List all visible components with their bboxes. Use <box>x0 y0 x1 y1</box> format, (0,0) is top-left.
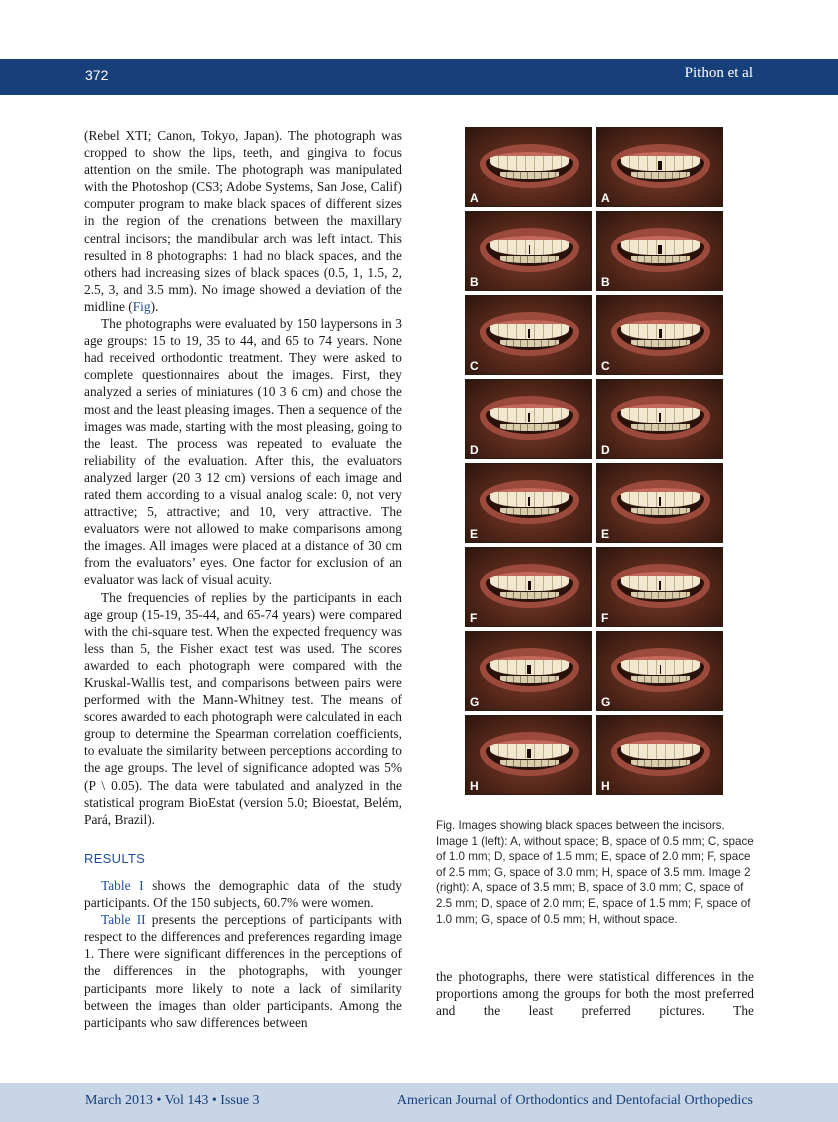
panel-label: H <box>470 779 479 793</box>
smile-photo-left <box>465 379 592 459</box>
lower-teeth <box>631 676 690 683</box>
right-column-text: the photographs, there were statistical differences in the proportions among the groups for both the most preferred and the least preferred pictures. The <box>436 969 754 1019</box>
black-space <box>659 497 661 506</box>
paragraph-methods-2: The photographs were evaluated by 150 laypersons in 3 age groups: 15 to 19, 35 to 44, and 65 to 74 years. None had received orthodontic treatment. They were asked to complete questionnaires about the images. First, they analyzed a series of miniatures (10 3 6 cm) and chose the most and the least pleasing images. Then a sequence of the images was made, starting with the most pleasing, going to the least. The process was repeated to evaluate the reliability of the evaluation. After this, the evaluators analyzed larger (20 3 12 cm) versions of each image and rated them according to a visual analog scale: 0, not very attractive; 5, attractive; and 10, very attractive. The evaluators were not allowed to make comparisons among the images. All images were placed at a distance of 30 cm from the evaluators’ eyes. One factor for exclusion of an evaluator was lack of visual acuity. <box>84 316 402 588</box>
smile-photo-right <box>596 295 723 375</box>
smile-photo-left <box>465 127 592 207</box>
lower-teeth <box>500 172 559 179</box>
smile-photo-right <box>596 547 723 627</box>
smile-photo-right <box>596 463 723 543</box>
page-footer <box>0 1083 838 1122</box>
paragraph-methods-1: (Rebel XTI; Canon, Tokyo, Japan). The photograph was cropped to show the lips, teeth, and gingiva to focus attention on the smile. The photograph was manipulated with the Photoshop (CS3; Adobe Systems, San Jose, Calif) computer program to make black spaces of different sizes in the region of the crenations between the maxillary central incisors; the mandibular arch was left intact. This resulted in 8 photographs: 1 had no black spaces, and the others had increasing sizes of black spaces (0.5, 1, 1.5, 2, 2.5, 3, and 3.5 mm). No image showed a deviation of the midline (Fig). <box>84 128 402 314</box>
black-space <box>529 245 530 254</box>
journal-name: American Journal of Orthodontics and Dentofacial Orthopedics <box>396 1093 753 1108</box>
lower-teeth <box>500 592 559 599</box>
black-space <box>527 665 531 674</box>
paragraph-results-2: Table II presents the perceptions of participants with respect to the differences and preferences regarding image 1. There were significant differences in the perceptions of the differences in the photographs, with younger participants more likely to note a lack of similarity between the images than older participants. Among the participants who saw differences between <box>84 912 403 1030</box>
smile-photo-left <box>465 547 592 627</box>
panel-label: E <box>601 527 610 541</box>
lower-teeth <box>631 340 690 347</box>
panel-label: D <box>601 443 610 457</box>
panel-label: G <box>470 695 480 709</box>
running-head: Pithon et al <box>684 65 753 81</box>
panel-label: B <box>470 275 479 289</box>
panel-label: F <box>470 611 478 625</box>
page-number: 372 <box>85 67 109 83</box>
smile-photo-left <box>465 715 592 795</box>
figure-caption: Fig. Images showing black spaces between the incisors. Image 1 (left): A, without space; B, space of 0.5 mm; C, space of 1.0 mm; D, space of 1.5 mm; E, space of 2.0 mm; F, space of 2.5 mm; G, space of 3.0 mm; H, space of 3.5 mm. Image 2 (right): A, space of 3.5 mm; B, space of 3.0 mm; C, space of 2.5 mm; D, space of 2.0 mm; E, space of 1.5 mm; F, space of 1.0 mm; G, space of 0.5 mm; H, without space. <box>436 819 754 926</box>
black-space <box>658 161 662 170</box>
section-heading-results: RESULTS <box>84 850 146 866</box>
black-space <box>528 497 530 506</box>
smile-photo-left <box>465 295 592 375</box>
black-space <box>659 329 662 338</box>
smile-photo-grid <box>465 127 725 801</box>
panel-label: C <box>470 359 479 373</box>
smile-photo-left <box>465 211 592 291</box>
lower-teeth <box>500 508 559 515</box>
left-column <box>84 127 402 1031</box>
black-space <box>528 413 530 422</box>
panel-label: A <box>470 191 479 205</box>
page-header <box>0 59 838 95</box>
black-space <box>660 665 661 674</box>
panel-label: G <box>601 695 611 709</box>
upper-teeth <box>621 744 700 759</box>
smile-photo-right <box>596 631 723 711</box>
panel-label: F <box>601 611 609 625</box>
panel-label: C <box>601 359 610 373</box>
panel-label: H <box>601 779 610 793</box>
smile-photo-left <box>465 463 592 543</box>
panel-label: D <box>470 443 479 457</box>
panel-label: B <box>601 275 610 289</box>
lower-teeth <box>500 676 559 683</box>
smile-photo-left <box>465 631 592 711</box>
black-space <box>658 245 662 254</box>
black-space <box>528 329 529 338</box>
black-space <box>659 413 661 422</box>
lower-teeth <box>631 424 690 431</box>
upper-teeth <box>490 240 569 255</box>
figure-link[interactable]: Fig <box>132 298 151 314</box>
panel-label: A <box>601 191 610 205</box>
upper-teeth <box>621 660 700 675</box>
upper-teeth <box>490 156 569 171</box>
black-space <box>528 581 531 590</box>
paragraph-results-1: Table I shows the demographic data of the study participants. Of the 150 subjects, 60.7% were women. <box>84 877 402 911</box>
lower-teeth <box>500 760 559 767</box>
lower-teeth <box>631 256 690 263</box>
lower-teeth <box>500 340 559 347</box>
lower-teeth <box>631 172 690 179</box>
lower-teeth <box>500 256 559 263</box>
lower-teeth <box>631 760 690 767</box>
smile-photo-right <box>596 379 723 459</box>
paragraph-methods-3: The frequencies of replies by the participants in each age group (15-19, 35-44, and 65-74 years) were compared with the chi-square test. When the expected frequency was less than 5, the Fisher exact test was used. The scores awarded to each photograph were compared with the Kruskal-Wallis test, and comparisons between pairs were performed with the Mann-Whitney test. The means of scores awarded to each photograph were calculated in each group to determine the Spearman correlation coefficients, to evaluate the similarity between perceptions according to the age groups. The level of significance adopted was 5% (P \ 0.05). The data were tabulated and analyzed in the statistical program BioEstat (version 5.0; Bioestat, Belém, Pará, Brazil). <box>84 589 402 827</box>
panel-label: E <box>470 527 479 541</box>
table-2-link[interactable]: Table II <box>101 912 146 928</box>
table-1-link[interactable]: Table I <box>101 877 144 893</box>
issue-info: March 2013 • Vol 143 • Issue 3 <box>85 1093 260 1108</box>
smile-photo-right <box>596 715 723 795</box>
smile-photo-right <box>596 127 723 207</box>
black-space <box>659 581 660 590</box>
smile-photo-right <box>596 211 723 291</box>
lower-teeth <box>500 424 559 431</box>
lower-teeth <box>631 592 690 599</box>
black-space <box>527 749 531 758</box>
lower-teeth <box>631 508 690 515</box>
